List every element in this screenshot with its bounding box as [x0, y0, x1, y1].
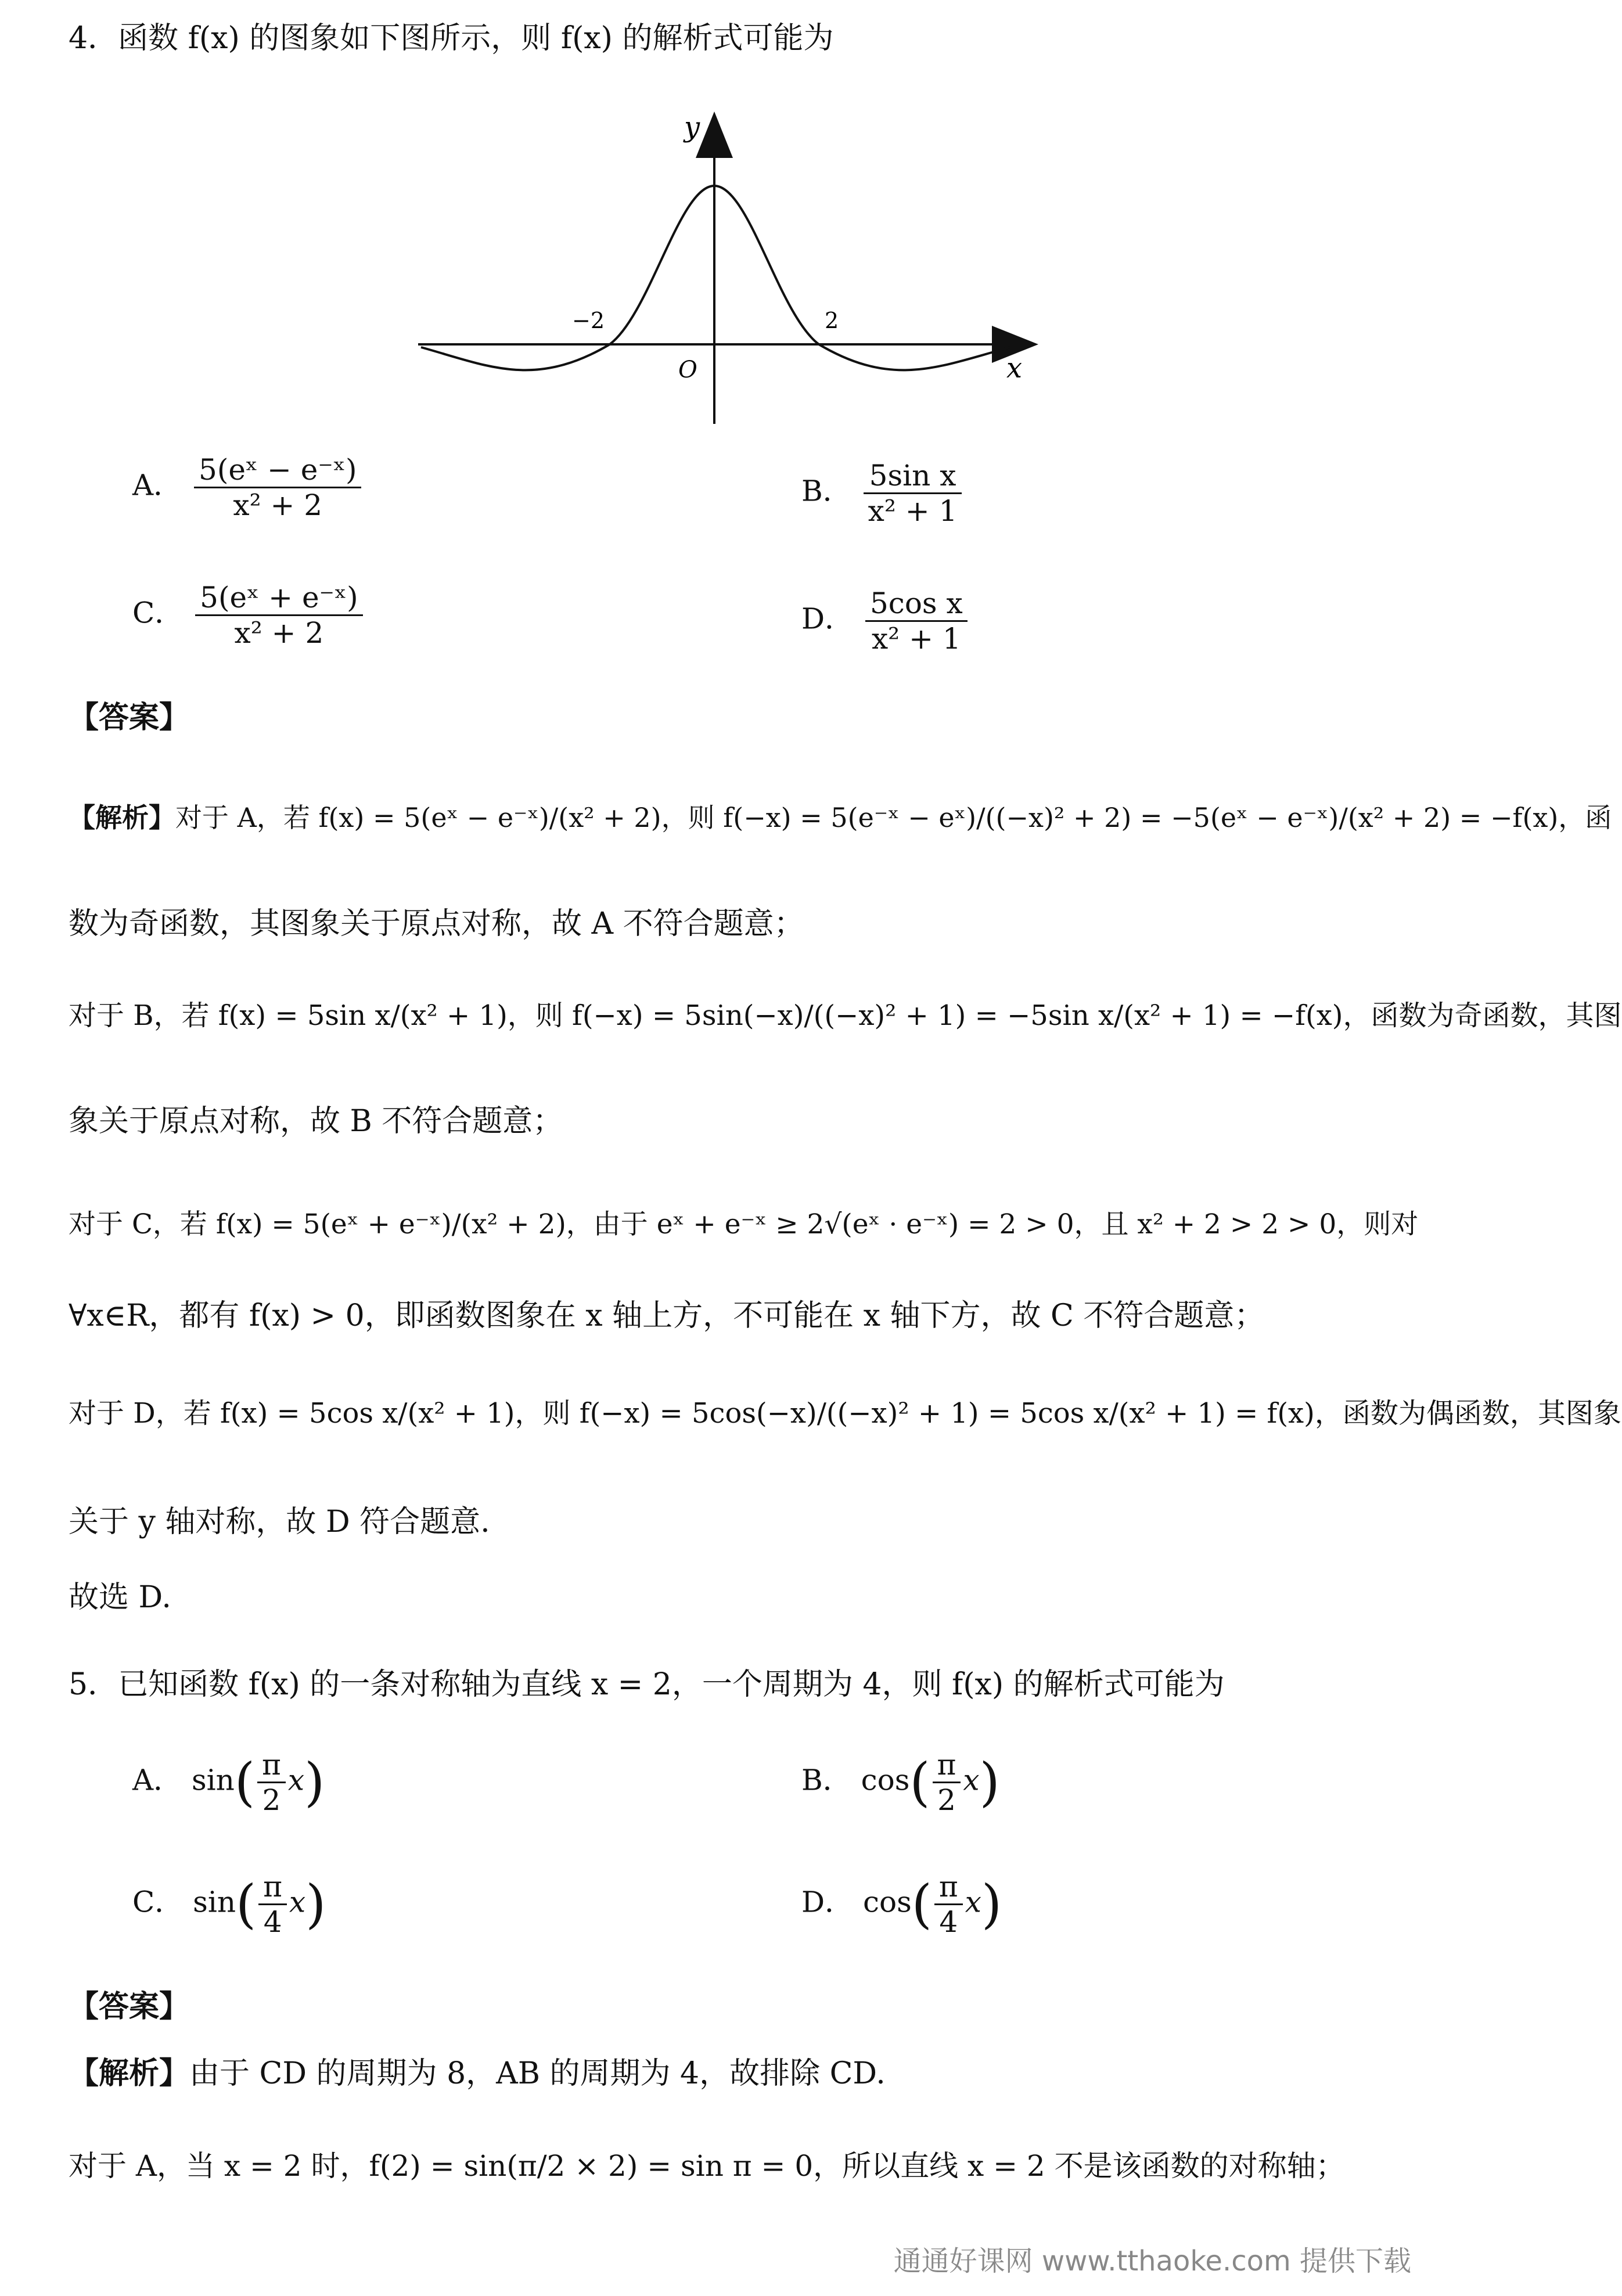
q4-option-c[interactable]: C． $\frac{\text{5(eˣ + e⁻ˣ)}}{\text{x² + 2}}$: [132, 581, 365, 650]
watermark: 通通好课网 www.tthaoke.com 提供下载: [893, 2245, 1411, 2277]
q5-analysis-line-2: 对于 A，当 x = 2 时，f(2) = sin(π/2 × 2) = sin π = 0，所以直线 x = 2 不是该函数的对称轴；: [69, 2149, 1345, 2183]
q4-analysis-line-1: 【解析】对于 A，若 f(x) = 5(eˣ − e⁻ˣ)/(x² + 2)，则 f(−x) = 5(e⁻ˣ − eˣ)/((−x)² + 2) = −5(eˣ − e⁻ˣ)/(x² + 2) = −f(x)，函: [69, 802, 1612, 833]
q5-analysis-label: 【解析】: [69, 2056, 190, 2091]
q5-analysis-line-1: 【解析】由于 CD 的周期为 8，AB 的周期为 4，故排除 CD.: [69, 2056, 886, 2091]
q4-option-a[interactable]: A． $\frac{\text{5(eˣ − e⁻ˣ)}}{\text{x² + 2}}$: [132, 453, 364, 522]
curve: [421, 186, 1010, 370]
q5-answer-label: 【答案】: [69, 1989, 190, 2024]
q4-stem: 4．函数 f(x) 的图象如下图所示，则 f(x) 的解析式可能为: [69, 21, 834, 56]
q4-analysis-line-5: 对于 C，若 f(x) = 5(eˣ + e⁻ˣ)/(x² + 2)，由于 eˣ + e⁻ˣ ≥ 2√(eˣ · e⁻ˣ) = 2 > 0，且 x² + 2 > 2 > 0，则对: [69, 1208, 1419, 1240]
q4-analysis-line-7: 对于 D，若 f(x) = 5cos x/(x² + 1)，则 f(−x) = 5cos(−x)/((−x)² + 1) = 5cos x/(x² + 1) = f(x)，函数为偶函数，其图象: [69, 1397, 1621, 1430]
q4-conclusion: 故选 D.: [69, 1580, 171, 1615]
q4-analysis-line-2: 数为奇函数，其图象关于原点对称，故 A 不符合题意；: [69, 906, 804, 941]
q5-stem: 5．已知函数 f(x) 的一条对称轴为直线 x = 2，一个周期为 4，则 f(x) 的解析式可能为: [69, 1667, 1225, 1702]
q5-option-d[interactable]: D． cos( $\frac{\pi}{4}$ x): [801, 1870, 1002, 1939]
origin-label: O: [678, 357, 697, 383]
q4-option-d[interactable]: D． $\frac{\text{5cos x}}{\text{x² + 1}}$: [801, 586, 970, 656]
q4-analysis-line-4: 象关于原点对称，故 B 不符合题意；: [69, 1104, 563, 1139]
q4-answer-label: 【答案】: [69, 700, 190, 735]
tick-label-neg2: −2: [572, 308, 605, 333]
tick-label-2: 2: [825, 308, 839, 333]
q5-option-c[interactable]: C． sin( $\frac{\pi}{4}$ x): [132, 1870, 326, 1939]
q5-option-b[interactable]: B． cos( $\frac{\pi}{2}$ x): [801, 1748, 1000, 1817]
q4-analysis-line-6: ∀x∈R，都有 f(x) > 0，即函数图象在 x 轴上方，不可能在 x 轴下方，故 C 不符合题意；: [69, 1298, 1265, 1333]
q4-analysis-line-3: 对于 B，若 f(x) = 5sin x/(x² + 1)，则 f(−x) = 5sin(−x)/((−x)² + 1) = −5sin x/(x² + 1) = −f(x)，函数为奇函数，其图: [69, 999, 1622, 1032]
q4-analysis-line-8: 关于 y 轴对称，故 D 符合题意.: [69, 1505, 490, 1539]
y-axis-label: y: [684, 111, 700, 143]
q5-option-a[interactable]: A． sin( $\frac{\pi}{2}$ x): [132, 1748, 325, 1817]
x-axis-label: x: [1006, 352, 1023, 384]
q4-option-b[interactable]: B． $\frac{\text{5sin x}}{\text{x² + 1}}$: [801, 459, 964, 528]
q4-analysis-label: 【解析】: [69, 802, 175, 833]
